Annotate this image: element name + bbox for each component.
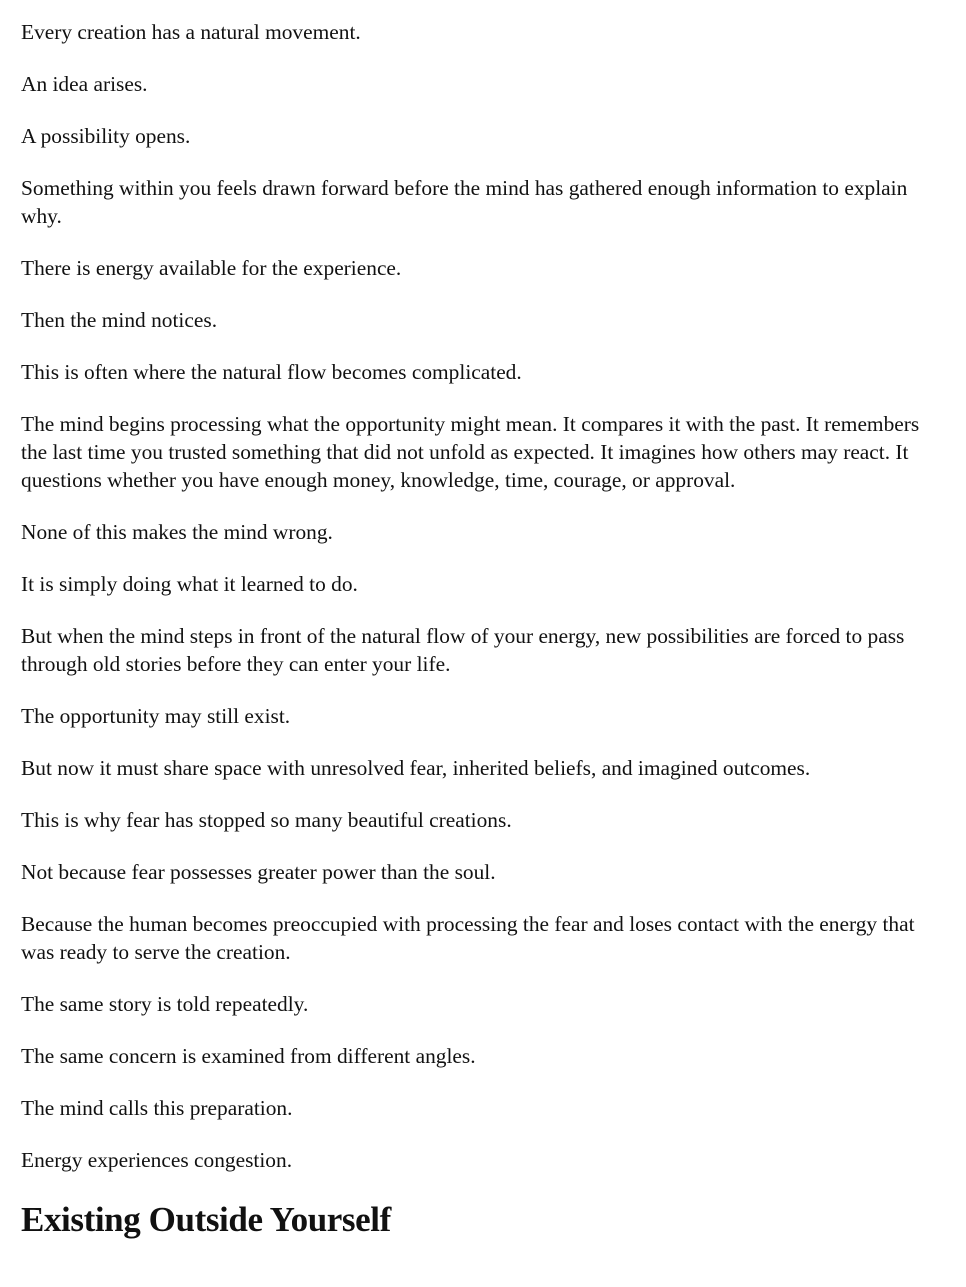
paragraph: There is energy available for the experience. bbox=[21, 256, 402, 280]
paragraph: Because the human becomes preoccupied with processing the fear and loses contact with the energy that was ready to serve the creation. bbox=[21, 912, 915, 964]
paragraph: Every creation has a natural movement. bbox=[21, 20, 361, 44]
paragraph: A possibility opens. bbox=[21, 124, 191, 148]
paragraph: The mind calls this preparation. bbox=[21, 1096, 293, 1120]
paragraph: It is simply doing what it learned to do. bbox=[21, 572, 358, 596]
section-heading: Existing Outside Yourself bbox=[21, 1200, 391, 1239]
paragraph: Energy experiences congestion. bbox=[21, 1148, 293, 1172]
paragraph: Not because fear possesses greater power than the soul. bbox=[21, 860, 496, 884]
paragraph: But now it must share space with unresolved fear, inherited beliefs, and imagined outcomes. bbox=[21, 756, 811, 780]
paragraph: The opportunity may still exist. bbox=[21, 704, 291, 728]
paragraph: The same concern is examined from different angles. bbox=[21, 1044, 476, 1068]
paragraph: Then the mind notices. bbox=[21, 308, 218, 332]
paragraph: None of this makes the mind wrong. bbox=[21, 520, 333, 544]
paragraph: This is why fear has stopped so many beautiful creations. bbox=[21, 808, 512, 832]
paragraph: But when the mind steps in front of the natural flow of your energy, new possibilities are forced to pass through old stories before they can enter your life. bbox=[21, 624, 905, 676]
paragraph: Something within you feels drawn forward before the mind has gathered enough information to explain why. bbox=[21, 176, 908, 228]
paragraph: This is often where the natural flow becomes complicated. bbox=[21, 360, 522, 384]
paragraph: The mind begins processing what the opportunity might mean. It compares it with the past. It remembers the last time you trusted something that did not unfold as expected. It imagines how others may react. It questions whether you have enough money, knowledge, time, courage, or approval. bbox=[21, 412, 920, 492]
paragraph: The same story is told repeatedly. bbox=[21, 992, 309, 1016]
paragraph: An idea arises. bbox=[21, 72, 148, 96]
